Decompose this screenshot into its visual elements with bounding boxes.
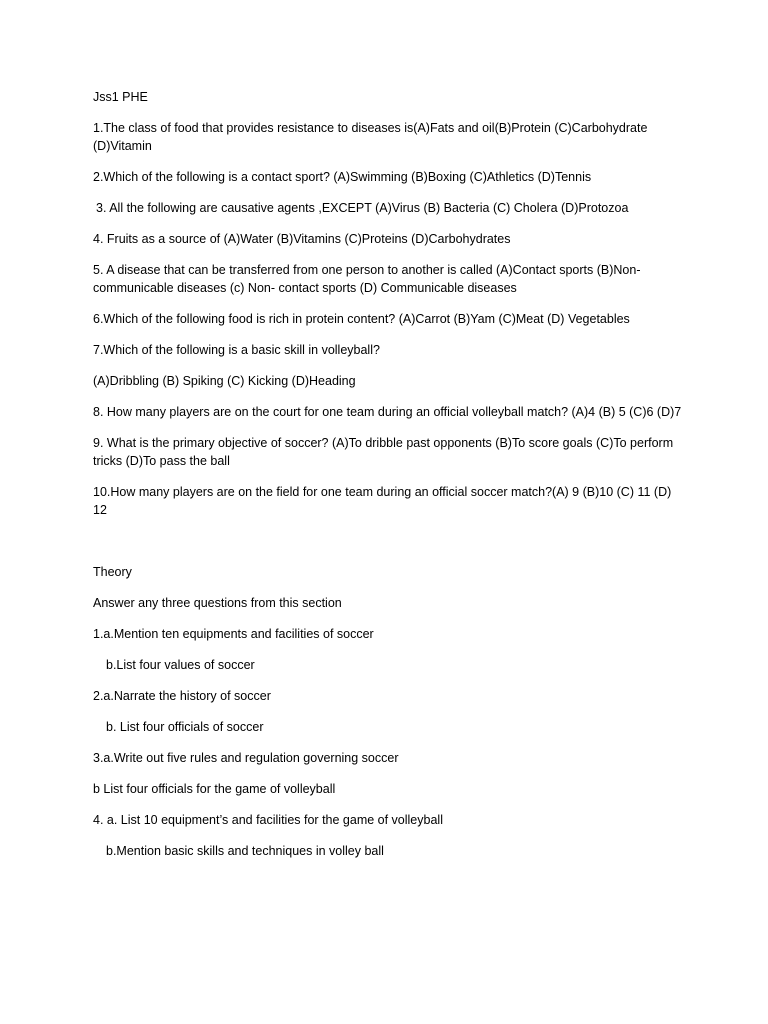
question-7-options: (A)Dribbling (B) Spiking (C) Kicking (D)Heading bbox=[93, 374, 356, 388]
theory-item-2a: 2.a.Narrate the history of soccer bbox=[93, 689, 271, 703]
theory-item-3a: 3.a.Write out five rules and regulation governing soccer bbox=[93, 751, 399, 765]
question-4: 4. Fruits as a source of (A)Water (B)Vitamins (C)Proteins (D)Carbohydrates bbox=[93, 232, 511, 246]
question-6: 6.Which of the following food is rich in protein content? (A)Carrot (B)Yam (C)Meat (D) Vegetables bbox=[93, 312, 630, 326]
question-7: 7.Which of the following is a basic skill in volleyball? bbox=[93, 343, 380, 357]
question-8: 8. How many players are on the court for one team during an official volleyball match? (A)4 (B) 5 (C)6 (D)7 bbox=[93, 405, 682, 419]
question-5: 5. A disease that can be transferred from one person to another is called (A)Contact sports (B)Non- communicable diseases (c) Non- contact sports (D) Communicable diseases bbox=[93, 263, 641, 295]
theory-item-2b: b. List four officials of soccer bbox=[106, 720, 264, 734]
section-spacer bbox=[93, 532, 683, 563]
document-header: Jss1 PHE bbox=[93, 90, 148, 104]
question-2: 2.Which of the following is a contact sport? (A)Swimming (B)Boxing (C)Athletics (D)Tennis bbox=[93, 170, 592, 184]
theory-item-4b: b.Mention basic skills and techniques in volley ball bbox=[106, 844, 384, 858]
theory-item-1b: b.List four values of soccer bbox=[106, 658, 255, 672]
question-3: 3. All the following are causative agents ,EXCEPT (A)Virus (B) Bacteria (C) Cholera (D)Protozoa bbox=[96, 201, 629, 215]
theory-item-3b: b List four officials for the game of volleyball bbox=[93, 782, 336, 796]
question-10: 10.How many players are on the field for one team during an official soccer match?(A) 9 (B)10 (C) 11 (D) 12 bbox=[93, 485, 672, 517]
document-page bbox=[93, 88, 683, 873]
question-9: 9. What is the primary objective of soccer? (A)To dribble past opponents (B)To score goals (C)To perform tricks (D)To pass the ball bbox=[93, 436, 674, 468]
theory-instruction: Answer any three questions from this section bbox=[93, 596, 342, 610]
theory-item-4a: 4. a. List 10 equipment’s and facilities for the game of volleyball bbox=[93, 813, 443, 827]
question-1: 1.The class of food that provides resistance to diseases is(A)Fats and oil(B)Protein (C)Carbohydrate (D)Vitamin bbox=[93, 121, 648, 153]
theory-item-1a: 1.a.Mention ten equipments and facilities of soccer bbox=[93, 627, 374, 641]
theory-heading: Theory bbox=[93, 565, 132, 579]
